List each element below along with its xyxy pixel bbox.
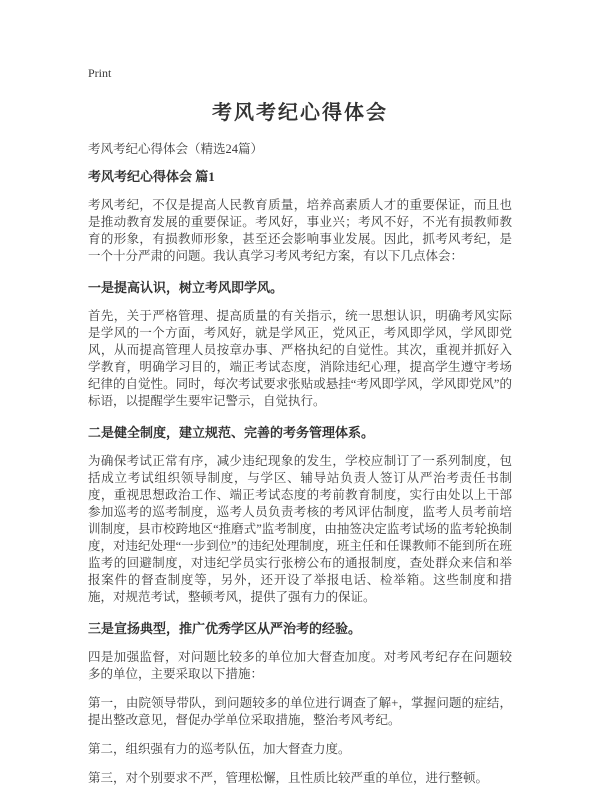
paragraph-point-4-intro: 四是加强监督，对问题比较多的单位加大督查加度。对考风考纪存在问题较多的单位，主要采取以下措施：: [88, 650, 512, 681]
heading-point-3: 三是宣扬典型，推广优秀学区从严治考的经验。: [88, 621, 362, 636]
paragraph-point-2: 为确保考试正常有序，减少违纪现象的发生，学校应制订了一系列制度，包括成立考试组织领导制度，与学区、辅导站负责人签订从严治考责任书制度，重视思想政治工作、端正考试态度的考前教育制度，实行由处以上干部参加巡考的巡考制度，巡考人员负责考核的考风评估制度，监考人员考前培训制度，县市校跨地区“推磨式”监考制度，由抽签决定监考试场的监考轮换制度，对违纪处理“一步到位”的违纪处理制度，班主任和任课教师不能到所在班监考的回避制度，对违纪学员实行张榜公布的通报制度，查处群众来信和举报案件的督查制度等，另外，还开设了举报电话、检举箱。这些制度和措施，对规范考试，整顿考风，提供了强有力的保证。: [88, 454, 512, 604]
paragraph-measure-3: 第三，对个别要求不严，管理松懈，且性质比较严重的单位，进行整顿。: [88, 771, 489, 785]
page-title: 考风考纪心得体会: [212, 102, 388, 124]
paragraph-intro: 考风考纪，不仅是提高人民教育质量，培养高素质人才的重要保证，而且也是推动教育发展的重要保证。考风好，事业兴；考风不好，不光有损教师教育的形象，有损教师形象，甚至还会影响事业发展。因此，抓考风考纪，是一个十分严肃的问题。我认真学习考风考纪方案，有以下几点体会：: [88, 198, 512, 263]
heading-point-2: 二是健全制度，建立规范、完善的考务管理体系。: [88, 425, 375, 440]
paragraph-measure-2: 第二，组织强有力的巡考队伍，加大督查力度。: [88, 742, 351, 756]
heading-point-1: 一是提高认识，树立考风即学风。: [88, 280, 284, 295]
document-subtitle: 考风考纪心得体会（精选24篇）: [88, 142, 264, 156]
print-link[interactable]: Print: [88, 66, 112, 80]
section-title: 考风考纪心得体会 篇1: [88, 169, 215, 184]
paragraph-point-1: 首先，关于严格管理、提高质量的有关指示，统一思想认识，明确考风实际是学风的一个方面，考风好，就是学风正，党风正，考风即学风，学风即党风，从而提高管理人员按章办事、严格执纪的自觉性。其次，重视并抓好入学教育，明确学习目的，端正考试态度，消除违纪心理，提高学生遵守考场纪律的自觉性。同时，每次考试要求张贴或悬挂“考风即学风，学风即党风”的标语，以提醒学生要牢记警示，自觉执行。: [88, 309, 512, 408]
paragraph-measure-1: 第一，由院领导带队，到问题较多的单位进行调查了解+，掌握问题的症结，提出整改意见，督促办学单位采取措施，整治考风考纪。: [88, 696, 512, 727]
